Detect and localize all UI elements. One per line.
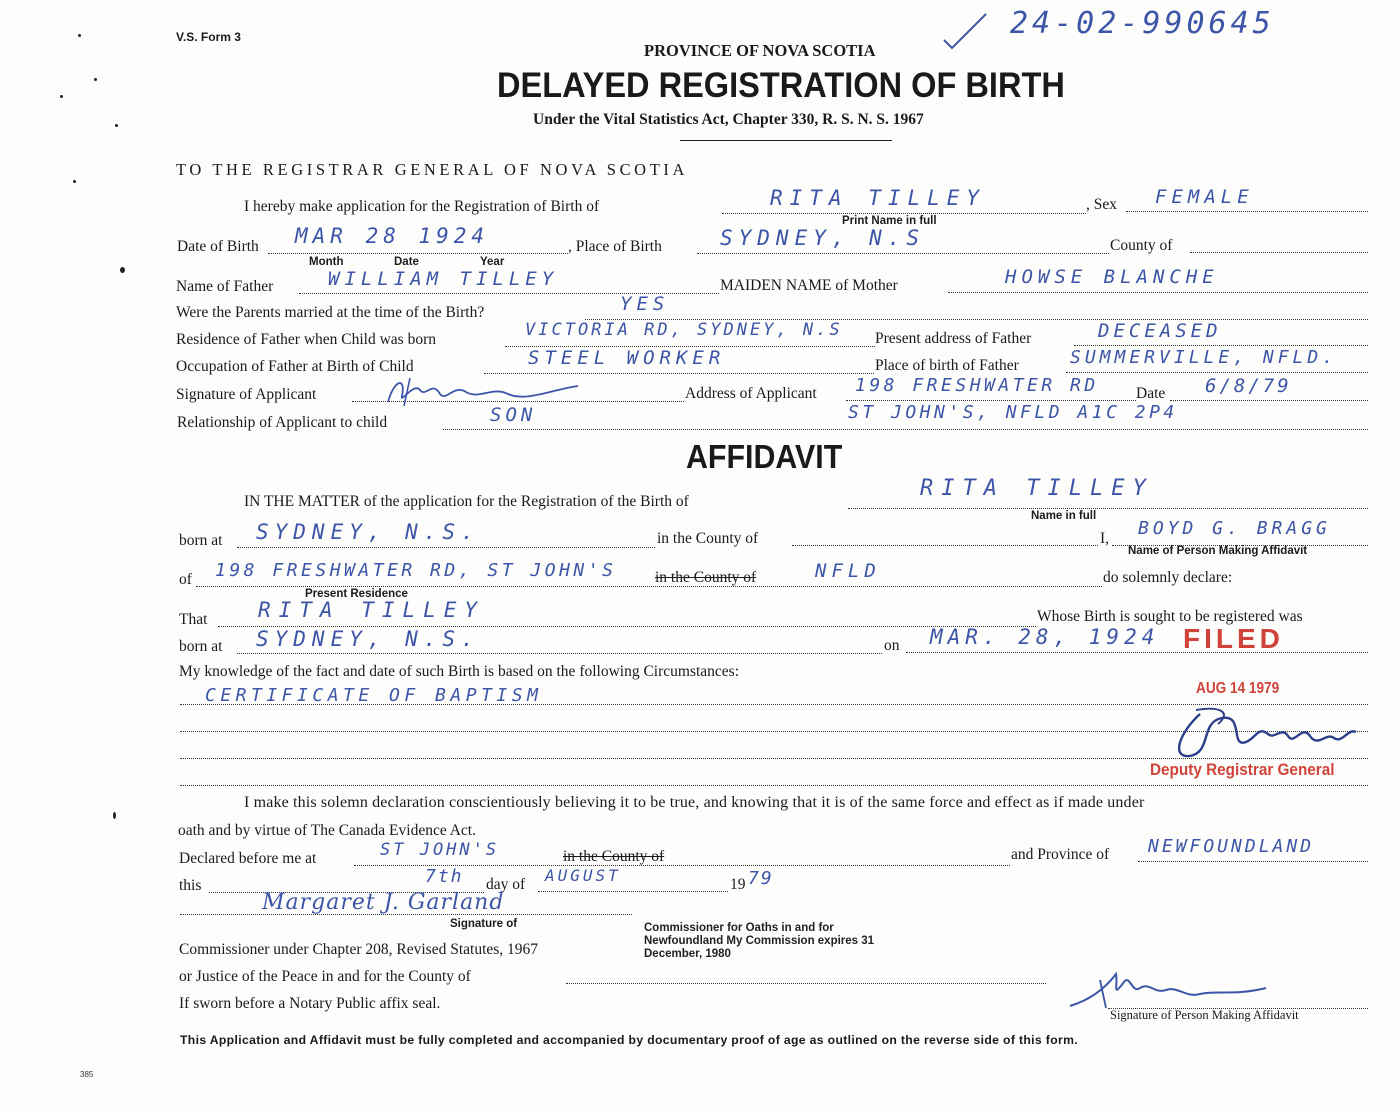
form-number: V.S. Form 3 — [176, 30, 241, 44]
county-line — [1190, 252, 1368, 253]
scan-speck — [113, 812, 116, 819]
child-name-value[interactable]: RITA TILLEY — [770, 186, 987, 210]
circumstance-line-4 — [180, 785, 1368, 786]
knowledge-label: My knowledge of the fact and date of such Birth is based on the following Circumstances: — [179, 663, 740, 680]
justice-county-line — [566, 983, 1046, 984]
of-label: of — [179, 571, 192, 588]
father-address-line — [1074, 345, 1368, 346]
dob-value[interactable]: MAR 28 1924 — [295, 224, 490, 248]
on-date-value[interactable]: MAR. 28, 1924 — [930, 625, 1160, 649]
scan-speck — [94, 78, 97, 81]
applicant-address-label: Address of Applicant — [685, 385, 817, 402]
scan-speck — [60, 95, 63, 98]
year-value[interactable]: 79 — [748, 868, 774, 889]
matter-label: IN THE MATTER of the application for the Registration of the Birth of — [244, 493, 689, 510]
born-at2-line — [237, 653, 882, 654]
i-label: I, — [1100, 530, 1110, 547]
scan-speck — [73, 180, 76, 183]
pob-line — [697, 253, 1109, 254]
born-at2-label: born at — [179, 638, 223, 655]
father-pob-line — [1066, 372, 1368, 373]
matter-line — [848, 508, 1368, 509]
relationship-value[interactable]: SON — [490, 404, 537, 426]
on-date-line — [906, 652, 1368, 653]
declared-at-value[interactable]: ST JOHN'S — [380, 840, 500, 860]
declaration-line-1: I make this solemn declaration conscientiously believing it to be true, and knowing that it is of the same force and effect as if made under — [244, 794, 1145, 811]
affiant-caption: Name of Person Making Affidavit — [1128, 545, 1308, 557]
this-label: this — [179, 877, 202, 894]
that-name-value[interactable]: RITA TILLEY — [258, 598, 486, 622]
registrar-title-stamp: Deputy Registrar General — [1150, 760, 1335, 779]
month-caption: Month — [309, 256, 344, 268]
pob-label: , Place of Birth — [568, 238, 662, 255]
notary-label: If sworn before a Notary Public affix seal. — [179, 995, 441, 1012]
solemnly-label: do solemnly declare: — [1103, 569, 1233, 586]
born-at-label: born at — [179, 532, 223, 549]
declared-label: Declared before me at — [179, 850, 317, 867]
commissioner-stamp: Commissioner for Oaths in and for Newfoundland My Commission expires 31 December, 1980 — [644, 922, 875, 960]
scan-speck — [115, 124, 118, 127]
sex-line — [1126, 211, 1368, 212]
month-line — [538, 891, 728, 892]
father-value[interactable]: WILLIAM TILLEY — [328, 268, 559, 290]
date-value[interactable]: 6/8/79 — [1205, 375, 1292, 397]
father-address-label: Present address of Father — [875, 330, 1032, 347]
affiant-signature-caption: Signature of Person Making Affidavit — [1110, 1008, 1299, 1022]
in-county-struck: in the County of — [655, 569, 757, 586]
applicant-address-value[interactable]: 198 FRESHWATER RD — [855, 375, 1099, 396]
registrar-signature-icon — [1160, 702, 1370, 768]
residence-county-value[interactable]: NFLD — [815, 560, 881, 582]
child-name-line — [722, 213, 1086, 214]
applicant-address-line2-value[interactable]: ST JOHN'S, NFLD A1C 2P4 — [848, 402, 1178, 423]
addressee: TO THE REGISTRAR GENERAL OF NOVA SCOTIA — [176, 160, 688, 179]
residence-line — [196, 586, 1102, 587]
commissioner-signature-value: Margaret J. Garland — [262, 890, 505, 915]
justice-label: or Justice of the Peace in and for the County of — [179, 968, 471, 985]
matter-name-value[interactable]: RITA TILLEY — [920, 476, 1154, 501]
father-label: Name of Father — [176, 278, 274, 295]
occupation-label: Occupation of Father at Birth of Child — [176, 358, 414, 375]
year-caption: Year — [480, 256, 505, 268]
mother-line — [948, 292, 1368, 293]
scan-speck — [120, 267, 125, 273]
mother-value[interactable]: HOWSE BLANCHE — [1005, 266, 1219, 288]
born-at-line — [237, 547, 655, 548]
father-residence-label: Residence of Father when Child was born — [176, 331, 436, 348]
married-label: Were the Parents married at the time of the Birth? — [176, 304, 485, 321]
day-of-label: day of — [486, 876, 526, 893]
filed-stamp: FILED — [1183, 623, 1284, 654]
sex-value[interactable]: FEMALE — [1155, 186, 1254, 208]
signature-of-caption: Signature of — [450, 918, 518, 930]
applicant-address-line — [846, 400, 1136, 401]
month-value[interactable]: AUGUST — [545, 866, 621, 885]
father-residence-value[interactable]: VICTORIA RD, SYDNEY, N.S — [525, 320, 843, 340]
date-label: Date — [1136, 385, 1166, 402]
on-label: on — [884, 637, 900, 654]
form-title: DELAYED REGISTRATION OF BIRTH — [497, 66, 1065, 105]
born-at2-value[interactable]: SYDNEY, N.S. — [256, 627, 480, 651]
check-mark-icon — [940, 10, 990, 50]
married-value[interactable]: YES — [620, 293, 670, 315]
relationship-label: Relationship of Applicant to child — [177, 414, 388, 431]
dob-line — [268, 253, 568, 254]
in-county-label: in the County of — [657, 530, 759, 547]
filed-date-stamp: AUG 14 1979 — [1196, 680, 1280, 697]
date-caption: Date — [394, 256, 419, 268]
applicant-signature-icon — [380, 372, 590, 412]
reference-number: 24-02-990645 — [1010, 6, 1275, 41]
declaration-line-2: oath and by virtue of The Canada Evidence Act. — [178, 822, 476, 839]
scan-speck — [78, 34, 81, 37]
county-label: County of — [1110, 237, 1173, 254]
declared-county-struck: in the County of — [563, 848, 665, 865]
province-label: and Province of — [1011, 846, 1110, 863]
present-residence-caption: Present Residence — [305, 588, 408, 600]
affiant-value[interactable]: BOYD G. BRAGG — [1138, 518, 1331, 539]
date-line — [1170, 400, 1368, 401]
footer-code: 385 — [80, 1070, 94, 1079]
father-pob-label: Place of birth of Father — [875, 357, 1019, 374]
residence-value[interactable]: 198 FRESHWATER RD, ST JOHN'S — [215, 560, 617, 581]
in-county-line — [792, 545, 1098, 546]
year-prefix: 19 — [730, 876, 746, 893]
province-heading: PROVINCE OF NOVA SCOTIA — [644, 41, 876, 60]
father-address-value[interactable]: DECEASED — [1098, 320, 1222, 342]
title-rule — [680, 140, 892, 141]
name-full-caption: Name in full — [1031, 510, 1097, 522]
form-subtitle: Under the Vital Statistics Act, Chapter 330, R. S. N. S. 1967 — [533, 111, 924, 128]
affidavit-title: AFFIDAVIT — [686, 438, 843, 475]
commissioner-label: Commissioner under Chapter 208, Revised Statutes, 1967 — [179, 941, 539, 958]
pob-value[interactable]: SYDNEY, N.S — [720, 226, 926, 250]
circumstance-value[interactable]: CERTIFICATE OF BAPTISM — [205, 685, 543, 706]
province-value[interactable]: NEWFOUNDLAND — [1148, 836, 1315, 857]
footer-note: This Application and Affidavit must be fully completed and accompanied by documentary proof of age as outlined on the reverse side of this form. — [180, 1033, 1079, 1047]
sex-label: , Sex — [1086, 196, 1117, 213]
whose-birth-label: Whose Birth is sought to be registered was — [1037, 608, 1303, 625]
born-at-value[interactable]: SYDNEY, N.S. — [256, 520, 480, 544]
occupation-value[interactable]: STEEL WORKER — [528, 347, 726, 369]
relationship-line — [443, 429, 1368, 430]
mother-label: MAIDEN NAME of Mother — [720, 277, 898, 294]
province-line — [1138, 861, 1368, 862]
dob-label: Date of Birth — [177, 238, 259, 255]
day-value[interactable]: 7th — [425, 866, 464, 887]
applicant-signature-label: Signature of Applicant — [176, 386, 317, 403]
intro-label: I hereby make application for the Registration of Birth of — [244, 198, 600, 215]
print-name-caption: Print Name in full — [842, 215, 937, 227]
father-pob-value[interactable]: SUMMERVILLE, NFLD. — [1070, 347, 1338, 368]
that-label: That — [179, 611, 208, 628]
